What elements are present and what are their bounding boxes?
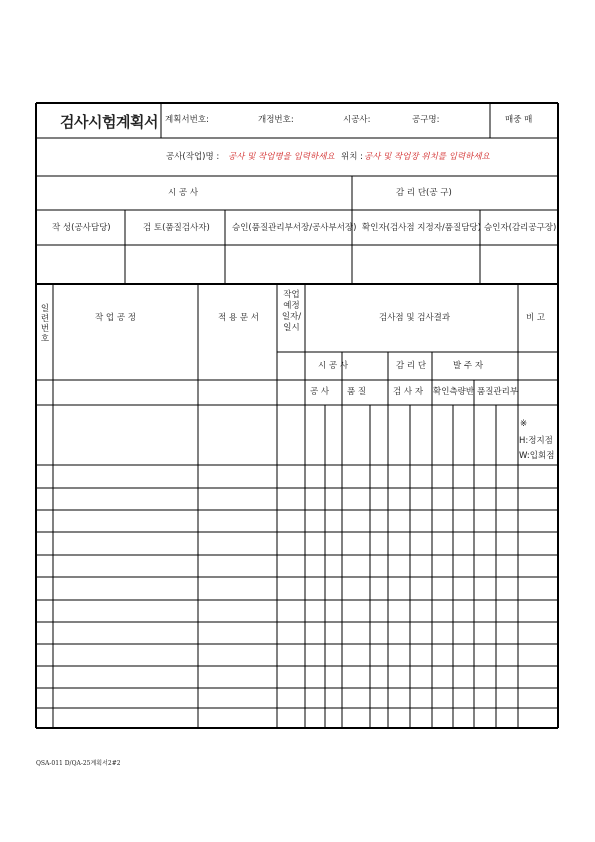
work-name-input[interactable]: 공사 및 작업명을 입력하세요 [228, 152, 335, 162]
contractor-group-heading: 시 공 사 [168, 188, 199, 198]
subcol-contractor: 시 공 사 [318, 361, 349, 371]
signature-supervisor[interactable] [481, 246, 557, 283]
subcol-quality-dept: 품질관리부 [477, 387, 519, 397]
subcol-inspector: 검 사 자 [393, 387, 424, 397]
signature-reviewer[interactable] [126, 246, 224, 283]
form-code: QSA-011 D/QA-25계획서2#2 [36, 760, 121, 767]
location-label: 위치 : [341, 152, 363, 162]
section-field[interactable]: 공구명: [412, 115, 440, 125]
signature-confirmer[interactable] [353, 246, 479, 283]
approval-col-supervisor: 승인자(감리공구장) [484, 223, 557, 233]
approval-col-confirmer: 확인자(검사점 지정자/품질담당) [362, 223, 481, 233]
col-serial-number: 일련번호 [40, 304, 50, 344]
col-remarks: 비 고 [526, 313, 546, 323]
subcol-construction: 공 사 [310, 387, 330, 397]
approval-col-author: 작 성(공사담당) [52, 223, 111, 233]
approval-col-approver: 승인(품질관리부서장/공사부서장) [232, 223, 357, 233]
work-name-label: 공사(작업)명 : [166, 152, 220, 162]
subcol-client: 발 주 자 [453, 361, 484, 371]
approval-col-reviewer: 검 토(품질검사자) [143, 223, 210, 233]
location-input[interactable]: 공사 및 작업장 위치를 입력하세요 [364, 152, 490, 162]
col-scheduled-date: 작업 예정 일자/일시 [281, 290, 302, 333]
subcol-supervisor: 감 리 단 [396, 361, 427, 371]
col-work-process: 작 업 공 정 [95, 313, 136, 323]
signature-approver[interactable] [226, 246, 351, 283]
contractor-field[interactable]: 시공사: [343, 115, 371, 125]
subcol-quality: 품 질 [347, 387, 367, 397]
subcol-survey-team: 확인측량반 [433, 387, 475, 397]
col-applicable-docs: 적 용 문 서 [218, 313, 259, 323]
revision-number-field[interactable]: 개정번호: [258, 115, 294, 125]
form-title: 검사시험계획서 [60, 113, 158, 131]
remarks-note-mark: ※ [520, 419, 528, 429]
remarks-hold-point: H:정지점 [519, 436, 553, 446]
signature-author[interactable] [37, 246, 124, 283]
remarks-witness-point: W:입회점 [519, 451, 555, 461]
col-inspection-results: 검사점 및 검사결과 [379, 313, 451, 323]
page-count-field[interactable]: 매중 매 [505, 115, 533, 125]
supervisor-group-heading: 감 리 단(공 구) [396, 188, 452, 198]
plan-number-field[interactable]: 계획서번호: [165, 115, 209, 125]
